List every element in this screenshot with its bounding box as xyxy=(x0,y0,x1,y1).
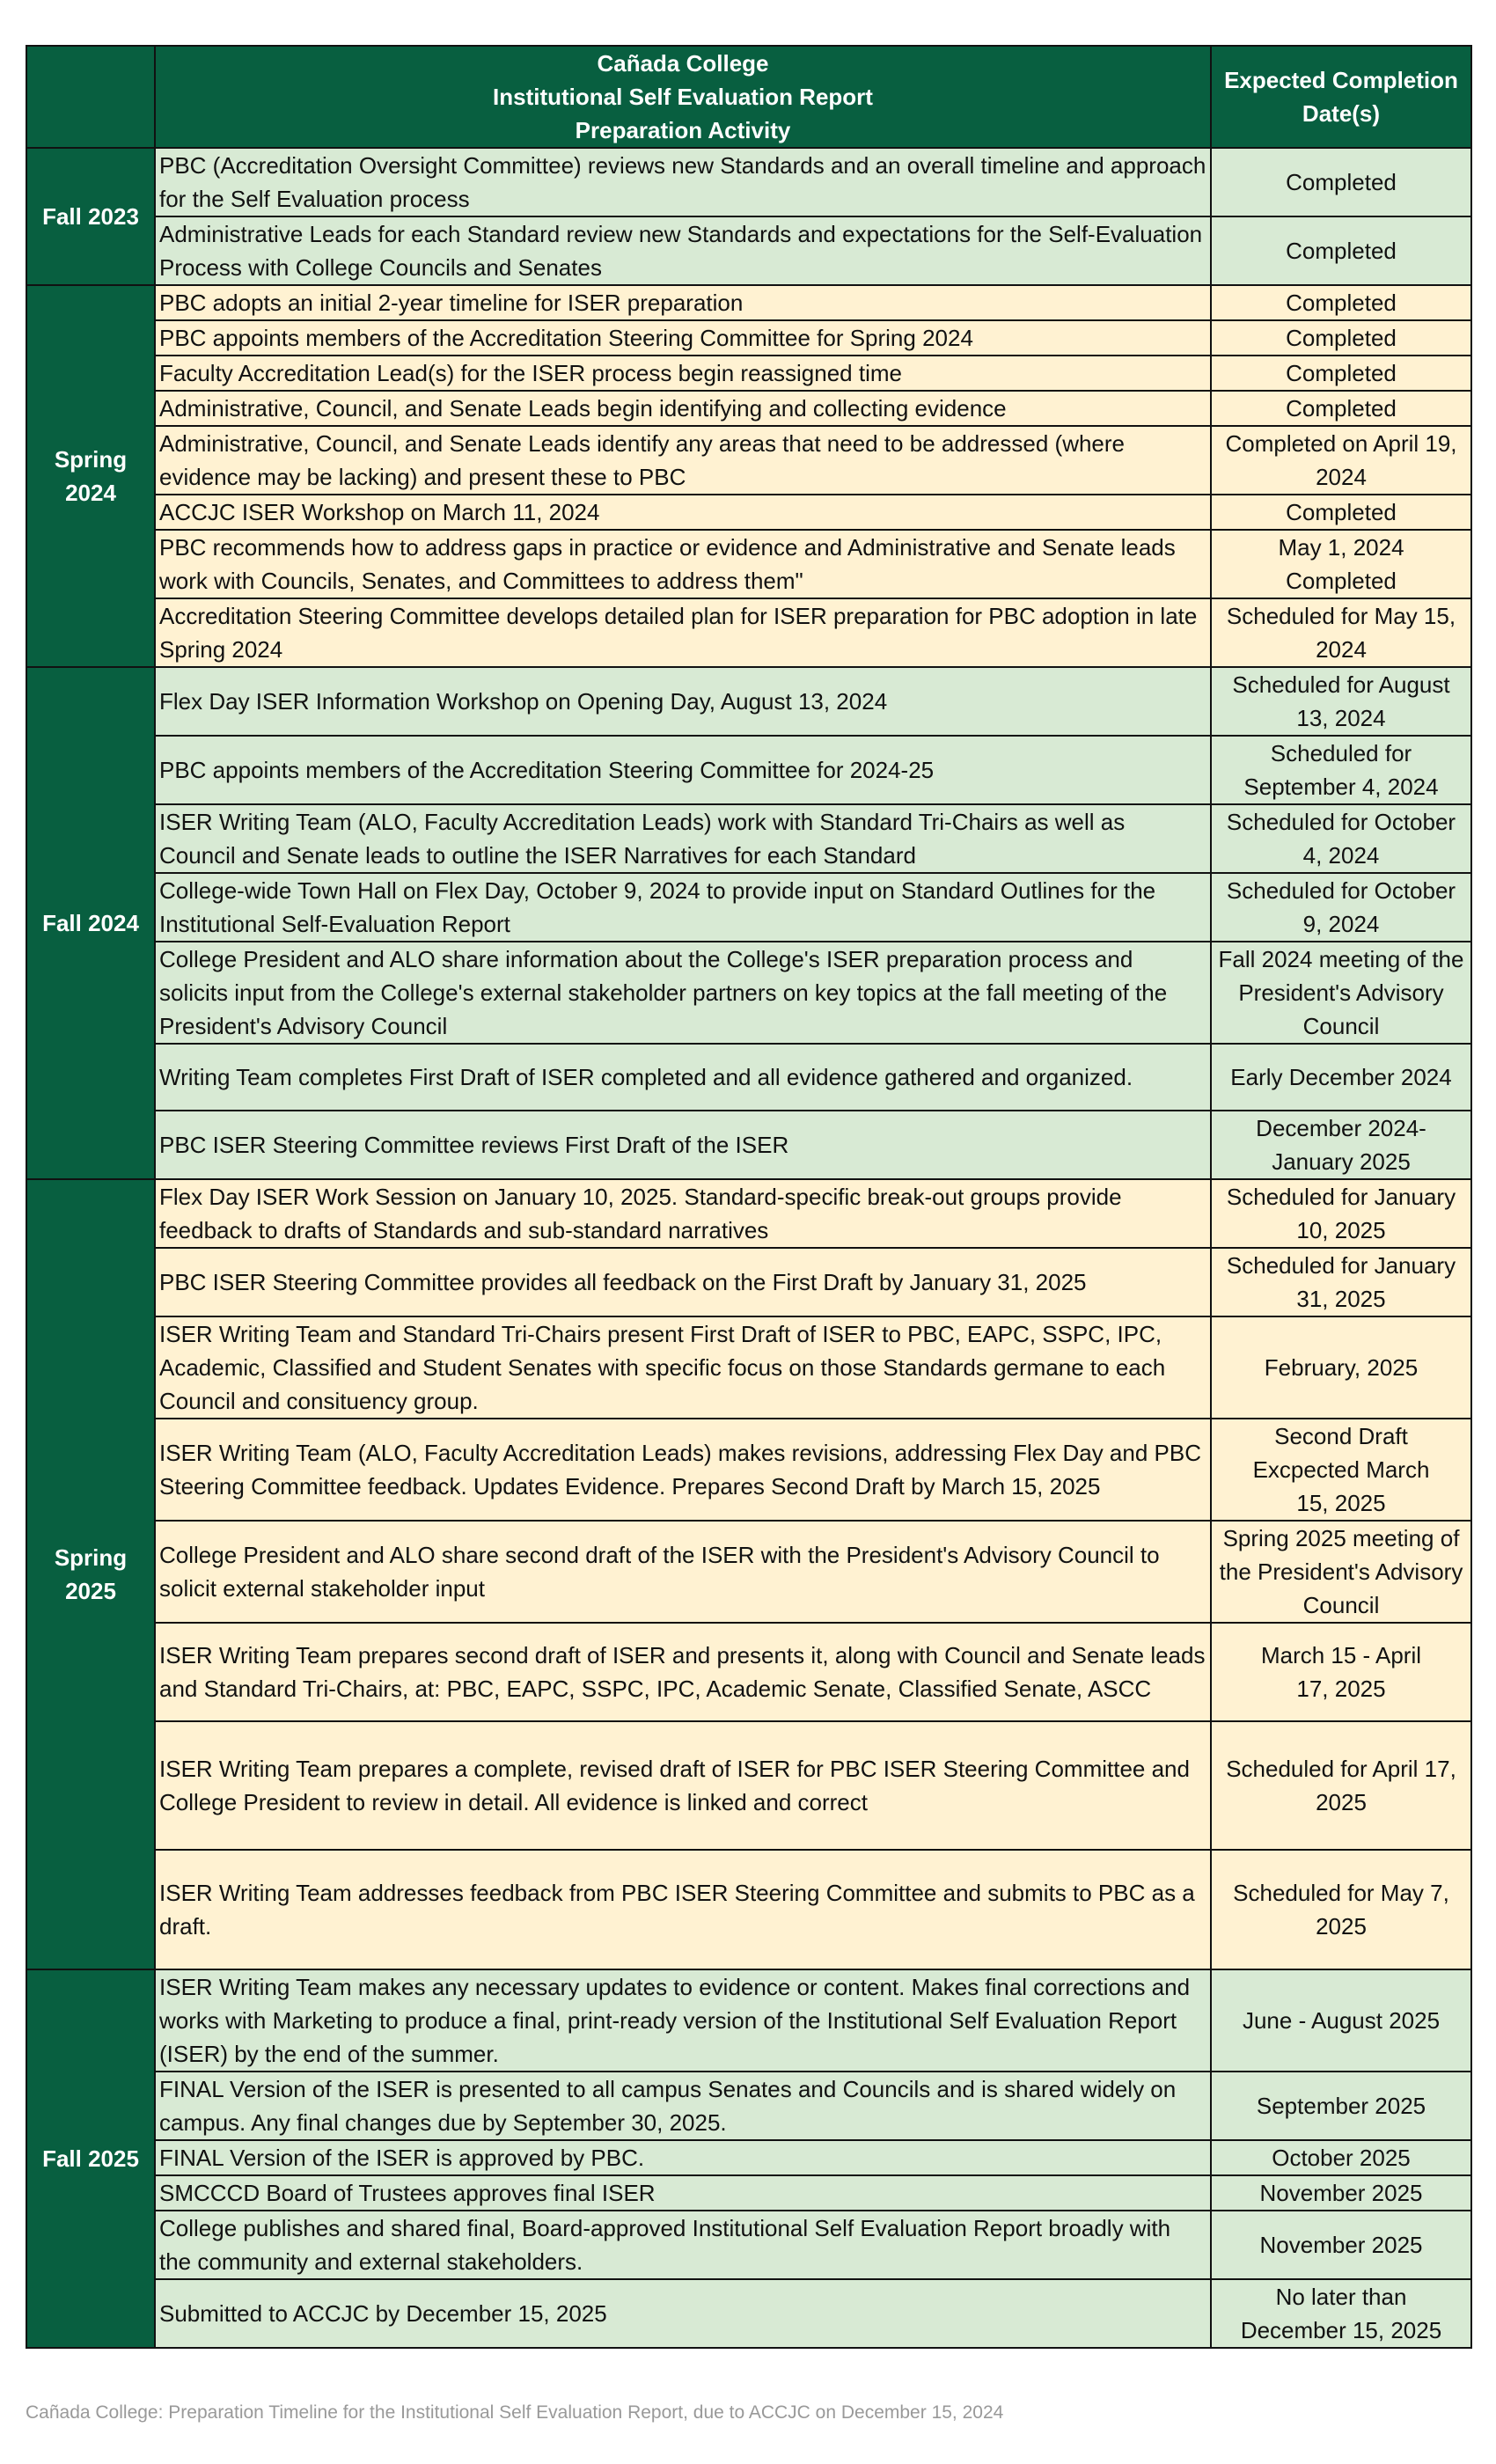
activity-cell: PBC adopts an initial 2-year timeline for ISER preparation xyxy=(155,285,1211,320)
table-row xyxy=(26,391,1471,426)
date-cell-text: March 15 - April 17, 2025 xyxy=(1260,1642,1422,1702)
table-row xyxy=(26,2279,1471,2348)
table-row xyxy=(26,873,1471,942)
activity-cell: College President and ALO share information about the College's ISER preparation process and solicits input from the College's external stakeholder partners on key topics at the fall meeting of the President's Advisory Council xyxy=(155,942,1211,1044)
activity-cell: PBC appoints members of the Accreditation Steering Committee for 2024-25 xyxy=(155,736,1211,804)
table-row xyxy=(26,2072,1471,2140)
table-row xyxy=(26,804,1471,873)
table-row xyxy=(26,1179,1471,1248)
activity-cell: ISER Writing Team prepares second draft of ISER and presents it, along with Council and Senate leads and Standard Tri-Chairs, at: PBC, EAPC, SSPC, IPC, Academic Senate, Classified Senate, ASCC xyxy=(155,1623,1211,1721)
table-row xyxy=(26,216,1471,285)
date-cell: Completed xyxy=(1211,356,1471,391)
date-cell: Completed xyxy=(1211,391,1471,426)
activity-cell: ISER Writing Team addresses feedback from PBC ISER Steering Committee and submits to PBC as a draft. xyxy=(155,1850,1211,1969)
date-cell: Scheduled for October 9, 2024 xyxy=(1211,873,1471,942)
table-row xyxy=(26,1111,1471,1179)
date-cell: Early December 2024 xyxy=(1211,1044,1471,1111)
date-cell: Scheduled for September 4, 2024 xyxy=(1211,736,1471,804)
date-cell: Completed xyxy=(1211,148,1471,216)
table-row xyxy=(26,1623,1471,1721)
date-cell: Scheduled for January 10, 2025 xyxy=(1211,1179,1471,1248)
table-header-row xyxy=(26,46,1471,148)
date-cell: September 2025 xyxy=(1211,2072,1471,2140)
activity-cell: PBC appoints members of the Accreditation Steering Committee for Spring 2024 xyxy=(155,320,1211,356)
activity-cell: PBC recommends how to address gaps in practice or evidence and Administrative and Senate leads work with Councils, Senates, and Committees to address them" xyxy=(155,530,1211,598)
date-cell: June - August 2025 xyxy=(1211,1969,1471,2072)
activity-column-header xyxy=(155,46,1211,148)
date-cell: Fall 2024 meeting of the President's Advisory Council xyxy=(1211,942,1471,1044)
date-cell: Completed on April 19, 2024 xyxy=(1211,426,1471,495)
term-label: Fall 2023 xyxy=(26,148,155,285)
date-cell xyxy=(1211,1419,1471,1521)
table-row xyxy=(26,736,1471,804)
table-row xyxy=(26,320,1471,356)
table-row xyxy=(26,1248,1471,1316)
date-cell: February, 2025 xyxy=(1211,1316,1471,1419)
activity-cell: Accreditation Steering Committee develops detailed plan for ISER preparation for PBC adoption in late Spring 2024 xyxy=(155,598,1211,667)
date-cell-text: No later than December 15, 2025 xyxy=(1240,2284,1442,2343)
date-cell: Completed xyxy=(1211,495,1471,530)
activity-cell: College President and ALO share second draft of the ISER with the President's Advisory Council to solicit external stakeholder input xyxy=(155,1521,1211,1623)
table-row xyxy=(26,1721,1471,1850)
activity-cell: Administrative, Council, and Senate Leads begin identifying and collecting evidence xyxy=(155,391,1211,426)
header-title-line3: Preparation Activity xyxy=(575,117,791,143)
date-cell: November 2025 xyxy=(1211,2211,1471,2279)
activity-cell: Submitted to ACCJC by December 15, 2025 xyxy=(155,2279,1211,2348)
date-cell-text: May 1, 2024 Completed xyxy=(1278,534,1404,594)
activity-cell: PBC ISER Steering Committee reviews First Draft of the ISER xyxy=(155,1111,1211,1179)
term-label xyxy=(26,285,155,667)
date-cell: Spring 2025 meeting of the President's Advisory Council xyxy=(1211,1521,1471,1623)
table-row xyxy=(26,2211,1471,2279)
date-cell: Completed xyxy=(1211,320,1471,356)
activity-cell: Administrative Leads for each Standard review new Standards and expectations for the Self-Evaluation Process with College Councils and Senates xyxy=(155,216,1211,285)
activity-cell: ISER Writing Team prepares a complete, revised draft of ISER for PBC ISER Steering Committee and College President to review in detail. All evidence is linked and correct xyxy=(155,1721,1211,1850)
date-cell: Scheduled for April 17, 2025 xyxy=(1211,1721,1471,1850)
activity-cell: College publishes and shared final, Board-approved Institutional Self Evaluation Report broadly with the community and external stakeholders. xyxy=(155,2211,1211,2279)
table-row xyxy=(26,1044,1471,1111)
date-cell: October 2025 xyxy=(1211,2140,1471,2175)
header-title-line2: Institutional Self Evaluation Report xyxy=(493,84,873,110)
table-row xyxy=(26,1419,1471,1521)
activity-cell: SMCCCD Board of Trustees approves final ISER xyxy=(155,2175,1211,2211)
table-row xyxy=(26,667,1471,736)
activity-cell: Writing Team completes First Draft of ISER completed and all evidence gathered and organized. xyxy=(155,1044,1211,1111)
term-label: Fall 2024 xyxy=(26,667,155,1179)
date-cell: Scheduled for May 15, 2024 xyxy=(1211,598,1471,667)
header-corner-cell xyxy=(26,46,155,148)
term-label-text: Spring 2024 xyxy=(54,446,128,506)
activity-cell: Administrative, Council, and Senate Leads identify any areas that need to be addressed (where evidence may be lacking) and present these to PBC xyxy=(155,426,1211,495)
header-title-line1: Cañada College xyxy=(597,50,769,77)
activity-cell: College-wide Town Hall on Flex Day, October 9, 2024 to provide input on Standard Outlines for the Institutional Self-Evaluation Report xyxy=(155,873,1211,942)
iser-timeline-table xyxy=(26,45,1472,2349)
term-label: Fall 2025 xyxy=(26,1969,155,2348)
date-cell xyxy=(1211,2279,1471,2348)
table-row xyxy=(26,1521,1471,1623)
activity-cell: PBC (Accreditation Oversight Committee) reviews new Standards and an overall timeline and approach for the Self Evaluation process xyxy=(155,148,1211,216)
activity-cell: Flex Day ISER Work Session on January 10, 2025. Standard-specific break-out groups provide feedback to drafts of Standards and sub-standard narratives xyxy=(155,1179,1211,1248)
activity-cell: ACCJC ISER Workshop on March 11, 2024 xyxy=(155,495,1211,530)
activity-cell: PBC ISER Steering Committee provides all feedback on the First Draft by January 31, 2025 xyxy=(155,1248,1211,1316)
date-cell xyxy=(1211,530,1471,598)
date-cell: Scheduled for May 7, 2025 xyxy=(1211,1850,1471,1969)
activity-cell: FINAL Version of the ISER is approved by PBC. xyxy=(155,2140,1211,2175)
activity-cell: Faculty Accreditation Lead(s) for the ISER process begin reassigned time xyxy=(155,356,1211,391)
date-cell: Completed xyxy=(1211,285,1471,320)
table-row xyxy=(26,426,1471,495)
table-row xyxy=(26,2175,1471,2211)
table-row xyxy=(26,495,1471,530)
date-cell: November 2025 xyxy=(1211,2175,1471,2211)
table-row xyxy=(26,598,1471,667)
date-cell-text: December 2024-January 2025 xyxy=(1256,1115,1426,1175)
date-cell xyxy=(1211,1111,1471,1179)
table-row xyxy=(26,1316,1471,1419)
table-row xyxy=(26,1850,1471,1969)
date-cell xyxy=(1211,1623,1471,1721)
table-row xyxy=(26,148,1471,216)
date-cell: Scheduled for October 4, 2024 xyxy=(1211,804,1471,873)
activity-cell: FINAL Version of the ISER is presented to all campus Senates and Councils and is shared widely on campus. Any final changes due by September 30, 2025. xyxy=(155,2072,1211,2140)
table-row xyxy=(26,356,1471,391)
table-row xyxy=(26,1969,1471,2072)
activity-cell: ISER Writing Team and Standard Tri-Chairs present First Draft of ISER to PBC, EAPC, SSPC, IPC, Academic, Classified and Student Senates with specific focus on those Standards germane to each Council and consituency group. xyxy=(155,1316,1211,1419)
table-row xyxy=(26,285,1471,320)
date-cell: Completed xyxy=(1211,216,1471,285)
activity-cell: ISER Writing Team makes any necessary updates to evidence or content. Makes final corrections and works with Marketing to produce a final, print-ready version of the Institutional Self Evaluation Report (ISER) by the end of the summer. xyxy=(155,1969,1211,2072)
date-cell: Scheduled for August 13, 2024 xyxy=(1211,667,1471,736)
table-row xyxy=(26,530,1471,598)
activity-cell: ISER Writing Team (ALO, Faculty Accreditation Leads) work with Standard Tri-Chairs as well as Council and Senate leads to outline the ISER Narratives for each Standard xyxy=(155,804,1211,873)
term-label-text: Spring 2025 xyxy=(54,1544,128,1604)
term-label xyxy=(26,1179,155,1969)
date-column-header: Expected Completion Date(s) xyxy=(1211,46,1471,148)
activity-cell: Flex Day ISER Information Workshop on Opening Day, August 13, 2024 xyxy=(155,667,1211,736)
page-footer: Cañada College: Preparation Timeline for the Institutional Self Evaluation Report, due to ACCJC on December 15, 2024 xyxy=(26,2402,1004,2423)
date-cell: Scheduled for January 31, 2025 xyxy=(1211,1248,1471,1316)
activity-cell: ISER Writing Team (ALO, Faculty Accreditation Leads) makes revisions, addressing Flex Day and PBC Steering Committee feedback. Updates Evidence. Prepares Second Draft by March 15, 2025 xyxy=(155,1419,1211,1521)
date-cell-text: Second Draft Excpected March 15, 2025 xyxy=(1252,1423,1430,1516)
table-row xyxy=(26,942,1471,1044)
table-row xyxy=(26,2140,1471,2175)
